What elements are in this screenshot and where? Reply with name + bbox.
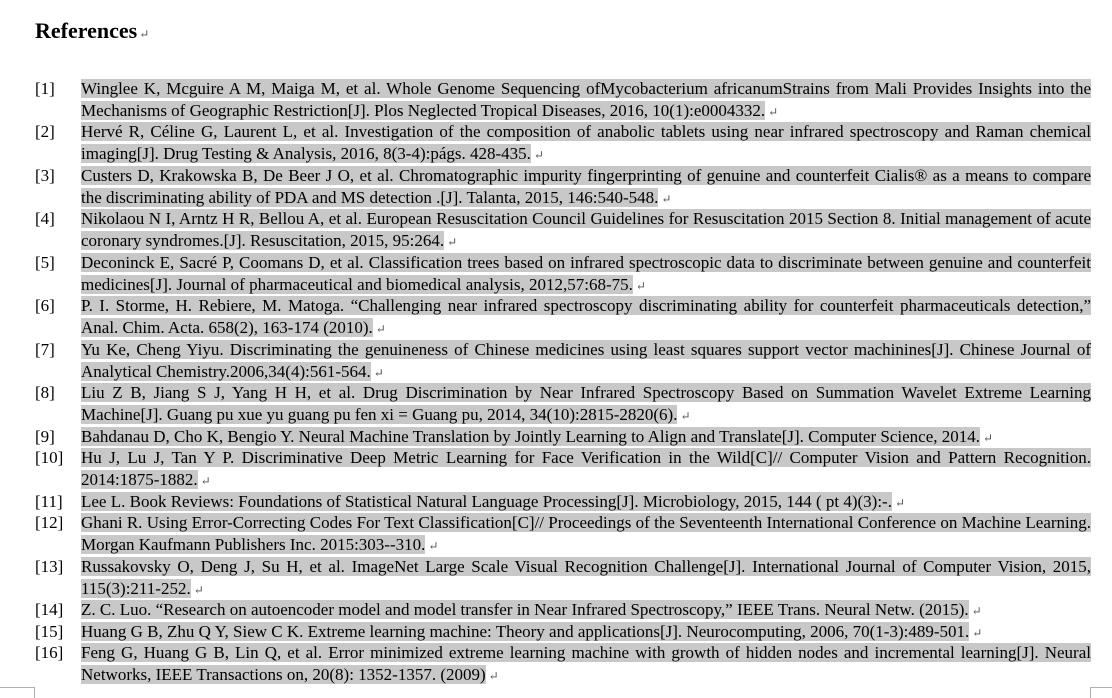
reference-text: Lee L. Book Reviews: Foundations of Statistical Natural Language Processing[J]. Microbiology, 2015, 144 ( pt 4)(3):-. <box>81 492 892 511</box>
reference-number: [15] <box>35 622 64 641</box>
paragraph-mark-icon: ↵ <box>193 583 204 597</box>
reference-text: Huang G B, Zhu Q Y, Siew C K. Extreme learning machine: Theory and applications[J]. Neurocomputing, 2006, 70(1-3):489-501. <box>81 622 970 641</box>
reference-number: [12] <box>35 513 64 532</box>
title-text: References <box>35 18 138 43</box>
reference-text: Winglee K, Mcguire A M, Maiga M, et al. Whole Genome Sequencing ofMycobacterium africanumStrains from Mali Provides Insights into the Mechanisms of Geographic Restriction[J]. Plos Neglected Tropical Diseases, 2016, 10(1):e0004332. <box>81 79 1091 120</box>
reference-text: Ghani R. Using Error-Correcting Codes For Text Classification[C]// Proceedings of the Seventeenth International Conference on Machine Learning. Morgan Kaufmann Publishers Inc. 2015:303--310. <box>81 513 1091 554</box>
paragraph-mark-icon: ↵ <box>533 148 544 162</box>
paragraph-mark-icon: ↵ <box>635 279 646 293</box>
reference-number: [10] <box>35 448 64 467</box>
paragraph-mark-icon: ↵ <box>680 409 691 423</box>
page-margin-corner-right <box>1090 687 1112 698</box>
reference-number: [8] <box>35 383 55 402</box>
reference-text: Custers D, Krakowska B, De Beer J O, et al. Chromatographic impurity fingerprinting of genuine and counterfeit Cialis® as a means to compare the discriminating ability of PDA and MS detection .[J]. Talanta, 2015, 146:540-548. <box>81 166 1091 207</box>
reference-text: Hu J, Lu J, Tan Y P. Discriminative Deep Metric Learning for Face Verification in the Wild[C]// Computer Vision and Pattern Recognition. 2014:1875-1882. <box>81 448 1091 489</box>
reference-number: [16] <box>35 643 64 662</box>
reference-text: Bahdanau D, Cho K, Bengio Y. Neural Machine Translation by Jointly Learning to Align and Translate[J]. Computer Science, 2014. <box>81 427 980 446</box>
reference-number: [13] <box>35 557 64 576</box>
reference-text: Yu Ke, Cheng Yiyu. Discriminating the genuineness of Chinese medicines using least squares support vector machinines[J]. Chinese Journal of Analytical Chemistry.2006,34(4):561-564. <box>81 340 1091 381</box>
reference-number: [14] <box>35 600 64 619</box>
paragraph-mark-icon: ↵ <box>488 669 499 683</box>
paragraph-mark-icon: ↵ <box>661 192 672 206</box>
reference-text: Hervé R, Céline G, Laurent L, et al. Investigation of the composition of anabolic tablets using near infrared spectroscopy and Raman chemical imaging[J]. Drug Testing & Analysis, 2016, 8(3-4):págs. 428-435. <box>81 122 1091 163</box>
reference-text: Deconinck E, Sacré P, Coomans D, et al. Classification trees based on infrared spectroscopic data to discriminate between genuine and counterfeit medicines[J]. Journal of pharmaceutical and biomedical analysis, 2012,57:68-75. <box>81 253 1091 294</box>
reference-number: [11] <box>35 492 63 511</box>
reference-number: [1] <box>35 79 55 98</box>
paragraph-mark-icon: ↵ <box>894 496 906 510</box>
page-title <box>35 17 149 48</box>
reference-number: [3] <box>35 166 55 185</box>
paragraph-mark-icon: ↵ <box>200 474 211 488</box>
reference-number: [9] <box>35 427 55 446</box>
reference-number: [4] <box>35 209 55 228</box>
reference-text: P. I. Storme, H. Rebiere, M. Matoga. “Challenging near infrared spectroscopy discriminating ability for counterfeit pharmaceuticals detection,” Anal. Chim. Acta. 658(2), 163-174 (2010). <box>81 296 1091 337</box>
paragraph-mark-icon: ↵ <box>428 539 439 553</box>
paragraph-mark-icon: ↵ <box>768 105 779 119</box>
paragraph-mark-icon: ↵ <box>375 322 386 336</box>
reference-number: [7] <box>35 340 55 359</box>
paragraph-mark-icon: ↵ <box>972 626 983 640</box>
paragraph-mark-icon: ↵ <box>447 235 458 249</box>
page-margin-corner-left <box>0 687 35 698</box>
paragraph-mark-icon: ↵ <box>983 431 994 445</box>
paragraph-mark-icon: ↵ <box>373 366 384 380</box>
paragraph-mark-icon: ↵ <box>971 604 982 618</box>
reference-text: Nikolaou N I, Arntz H R, Bellou A, et al. European Resuscitation Council Guidelines for Resuscitation 2015 Section 8. Initial management of acute coronary syndromes.[J]. Resuscitation, 2015, 95:264. <box>81 209 1091 250</box>
reference-text: Z. C. Luo. “Research on autoencoder model and model transfer in Near Infrared Spectroscopy,” IEEE Trans. Neural Netw. (2015). <box>81 600 969 619</box>
reference-number: [2] <box>35 122 55 141</box>
paragraph-mark-icon: ↵ <box>139 27 150 41</box>
reference-number: [6] <box>35 296 55 315</box>
reference-text: Russakovsky O, Deng J, Su H, et al. ImageNet Large Scale Visual Recognition Challenge[J]. International Journal of Computer Vision, 2015, 115(3):211-252. <box>81 557 1091 598</box>
reference-text: Liu Z B, Jiang S J, Yang H H, et al. Drug Discrimination by Near Infrared Spectroscopy Based on Summation Wavelet Extreme Learning Machine[J]. Guang pu xue yu guang pu fen xi = Guang pu, 2014, 34(10):2815-2820(6). <box>81 383 1091 424</box>
reference-number: [5] <box>35 253 55 272</box>
reference-text: Feng G, Huang G B, Lin Q, et al. Error minimized extreme learning machine with growth of hidden nodes and incremental learning[J]. Neural Networks, IEEE Transactions on, 20(8): 1352-1357. (2009) <box>81 643 1091 684</box>
